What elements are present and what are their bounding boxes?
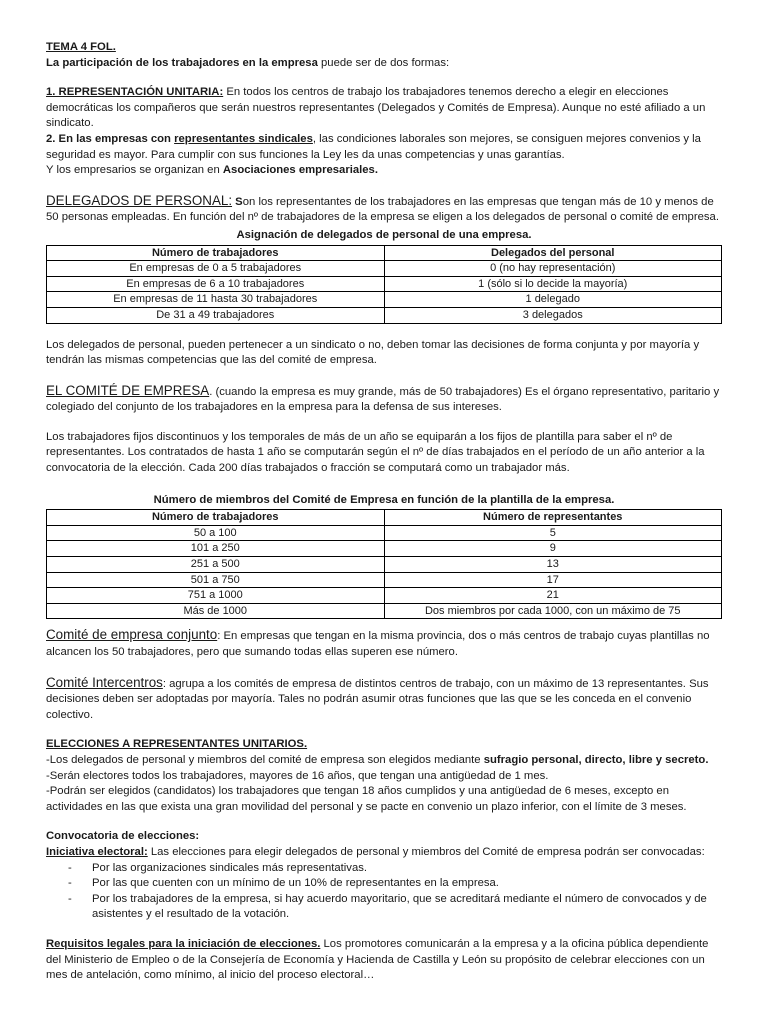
- table-header-cell: Número de trabajadores: [47, 510, 385, 526]
- list-item: [46, 861, 722, 877]
- list-item-text: Por los trabajadores de la empresa, si hay acuerdo mayoritario, que se acreditará mediante el número de convocados y de asistentes y el resultado de la votación.: [92, 892, 707, 921]
- elecciones-line-1: [46, 753, 722, 769]
- table-cell: 501 a 750: [47, 572, 385, 588]
- table-cell: 50 a 100: [47, 525, 385, 541]
- delegados-after-text: Los delegados de personal, pueden pertenecer a un sindicato o no, deben tomar las decisiones de forma conjunta y por mayoría y tendrán las mismas competencias que las del comité de empresa.: [46, 338, 700, 367]
- table-row: [47, 307, 722, 323]
- form-3-text: Y los empresarios se organizan en: [46, 164, 223, 177]
- elecciones-heading: ELECCIONES A REPRESENTANTES UNITARIOS.: [46, 738, 308, 751]
- form-1-text: En todos los centros de trabajo los trabajadores tenemos derecho a elegir en elecciones democráticas los compañeros que serán nuestros representantes (Delegados y Comités de Empresa). Aunque no esté afiliado a un sindicato.: [46, 86, 706, 130]
- table-row: [47, 276, 722, 292]
- table-row: [47, 261, 722, 277]
- iniciativa-label: Iniciativa electoral:: [46, 845, 148, 858]
- convocatoria-list: [46, 861, 722, 923]
- table-cell: De 31 a 49 trabajadores: [47, 307, 385, 323]
- bullet-dash: -: [68, 892, 72, 905]
- table-cell: Más de 1000: [47, 603, 385, 619]
- intro-rest: puede ser de dos formas:: [317, 56, 450, 69]
- table-row: [47, 603, 722, 619]
- comite-table-caption: Número de miembros del Comité de Empresa en función de la plantilla de la empresa.: [153, 493, 615, 506]
- delegados-paragraph: [46, 193, 722, 226]
- table-header-row: [47, 510, 722, 526]
- table-cell: En empresas de 6 a 10 trabajadores: [47, 276, 385, 292]
- elecciones-line-3: -Podrán ser elegidos (candidatos) los trabajadores que tengan 18 años cumplidos y una antigüedad de 6 meses, excepto en actividades en las que exista una gran movilidad del personal y se pacte en convenio un plazo inferior, con el límite de 3 meses.: [46, 785, 687, 813]
- intro-line: [46, 56, 722, 72]
- form-2-label: 2. En las empresas con: [46, 132, 175, 145]
- iniciativa-paragraph: [46, 845, 722, 861]
- form-2-paragraph: [46, 132, 722, 163]
- document-page: [46, 40, 722, 984]
- elecciones-line-1-bold: sufragio personal, directo, libre y secreto.: [483, 753, 709, 766]
- form-3-paragraph: [46, 163, 722, 179]
- convocatoria-heading: Convocatoria de elecciones:: [46, 830, 200, 843]
- comite-text-2: Los trabajadores fijos discontinuos y los temporales de más de un año se equiparán a los fijos de plantilla para saber el nº de representantes. Los contratados de hasta 1 año se computarán según el nº de días trabajados en el período de un año anterior a la convocatoria de la elección. Cada 200 días trabajados o fracción se computará como un trabajador más.: [46, 430, 705, 475]
- table-cell: 5: [384, 525, 722, 541]
- table-cell: En empresas de 0 a 5 trabajadores: [47, 261, 385, 277]
- table-cell: 3 delegados: [384, 307, 722, 323]
- table-cell: 1 delegado: [384, 292, 722, 308]
- table-row: [47, 572, 722, 588]
- table-cell: 21: [384, 588, 722, 604]
- comite-heading: EL COMITÉ DE EMPRESA: [46, 382, 210, 398]
- bullet-dash: -: [68, 877, 72, 890]
- delegados-heading-s: S: [232, 195, 243, 208]
- table-header-row: [47, 245, 722, 261]
- table-row: [47, 588, 722, 604]
- list-item: [46, 892, 722, 923]
- conjunto-text: : En empresas que tengan en la misma provincia, dos o más centros de trabajo cuyas plantillas no alcancen los 50 trabajadores, pero que sumando todas ellas superen ese número.: [46, 630, 710, 658]
- topic-title: TEMA 4 FOL.: [46, 41, 116, 53]
- form-1-paragraph: [46, 85, 722, 132]
- table-cell: 251 a 500: [47, 557, 385, 573]
- table-cell: 9: [384, 541, 722, 557]
- form-2-text: , las condiciones laborales son mejores, se consiguen mejores convenios y la seguridad es mayor. Para cumplir con sus funciones la Ley les da unas competencias y unas garantías.: [46, 132, 701, 161]
- table-cell: 13: [384, 557, 722, 573]
- table-cell: 751 a 1000: [47, 588, 385, 604]
- table-row: [47, 292, 722, 308]
- intercentros-text: : agrupa a los comités de empresa de distintos centros de trabajo, con un máximo de 13 representantes. Sus decisiones deben ser adoptadas por mayoría. Tales no podrán asumir otras funciones que las que se les conceda en el convenio colectivo.: [46, 677, 709, 721]
- list-item-text: Por las que cuenten con un mínimo de un 10% de representantes en la empresa.: [92, 877, 499, 890]
- table-row: [47, 557, 722, 573]
- table-cell: 101 a 250: [47, 541, 385, 557]
- intercentros-paragraph: [46, 675, 722, 724]
- comite-paragraph: [46, 383, 722, 416]
- intro-bold: La participación de los trabajadores en la empresa: [46, 56, 318, 69]
- elecciones-line-2: -Serán electores todos los trabajadores, mayores de 16 años, que tengan una antigüedad de 1 mes.: [46, 769, 549, 782]
- delegados-heading: DELEGADOS DE PERSONAL:: [46, 192, 233, 208]
- table-row: [47, 541, 722, 557]
- table-header-cell: Delegados del personal: [384, 245, 722, 261]
- table-header-cell: Número de trabajadores: [47, 245, 385, 261]
- list-item: [46, 876, 722, 892]
- form-3-bold: Asociaciones empresariales.: [222, 164, 378, 177]
- table-cell: En empresas de 11 hasta 30 trabajadores: [47, 292, 385, 308]
- bullet-dash: -: [68, 861, 72, 874]
- intercentros-heading: Comité Intercentros: [46, 674, 163, 690]
- table-cell: 17: [384, 572, 722, 588]
- iniciativa-text: Las elecciones para elegir delegados de personal y miembros del Comité de empresa podrán ser convocadas:: [147, 845, 705, 858]
- table-cell: Dos miembros por cada 1000, con un máximo de 75: [384, 603, 722, 619]
- delegados-table: [46, 245, 722, 324]
- conjunto-paragraph: [46, 627, 722, 660]
- delegados-text: on los representantes de los trabajadores en las empresas que tengan más de 10 y menos de 50 personas empleadas. En función del nº de trabajadores de la empresa se eligen a los delegados de personal o comité de empresa.: [46, 195, 719, 224]
- delegados-table-caption: Asignación de delegados de personal de una empresa.: [236, 228, 532, 241]
- table-cell: 1 (sólo si lo decide la mayoría): [384, 276, 722, 292]
- conjunto-heading: Comité de empresa conjunto: [46, 627, 218, 643]
- table-header-cell: Número de representantes: [384, 510, 722, 526]
- comite-text: . (cuando la empresa es muy grande, más de 50 trabajadores) Es el órgano representativo, paritario y colegiado del conjunto de los trabajadores en la empresa para la defensa de sus intereses.: [46, 385, 720, 414]
- list-item-text: Por las organizaciones sindicales más representativas.: [92, 861, 368, 874]
- comite-table: [46, 509, 722, 619]
- table-row: [47, 525, 722, 541]
- elecciones-line-1-text: -Los delegados de personal y miembros del comité de empresa son elegidos mediante: [46, 753, 484, 766]
- requisitos-heading: Requisitos legales para la iniciación de elecciones.: [46, 937, 321, 950]
- requisitos-paragraph: [46, 937, 722, 984]
- form-2-label-underlined: representantes sindicales: [174, 132, 313, 145]
- form-1-label: 1. REPRESENTACIÓN UNITARIA:: [46, 86, 224, 99]
- table-cell: 0 (no hay representación): [384, 261, 722, 277]
- requisitos-text: Los promotores comunicarán a la empresa y a la oficina pública dependiente del Ministerio de Empleo o de la Consejería de Economía y Hacienda de Castilla y León su propósito de celebrar elecciones con un mes de antelación, como mínimo, al inicio del proceso electoral…: [46, 937, 709, 982]
